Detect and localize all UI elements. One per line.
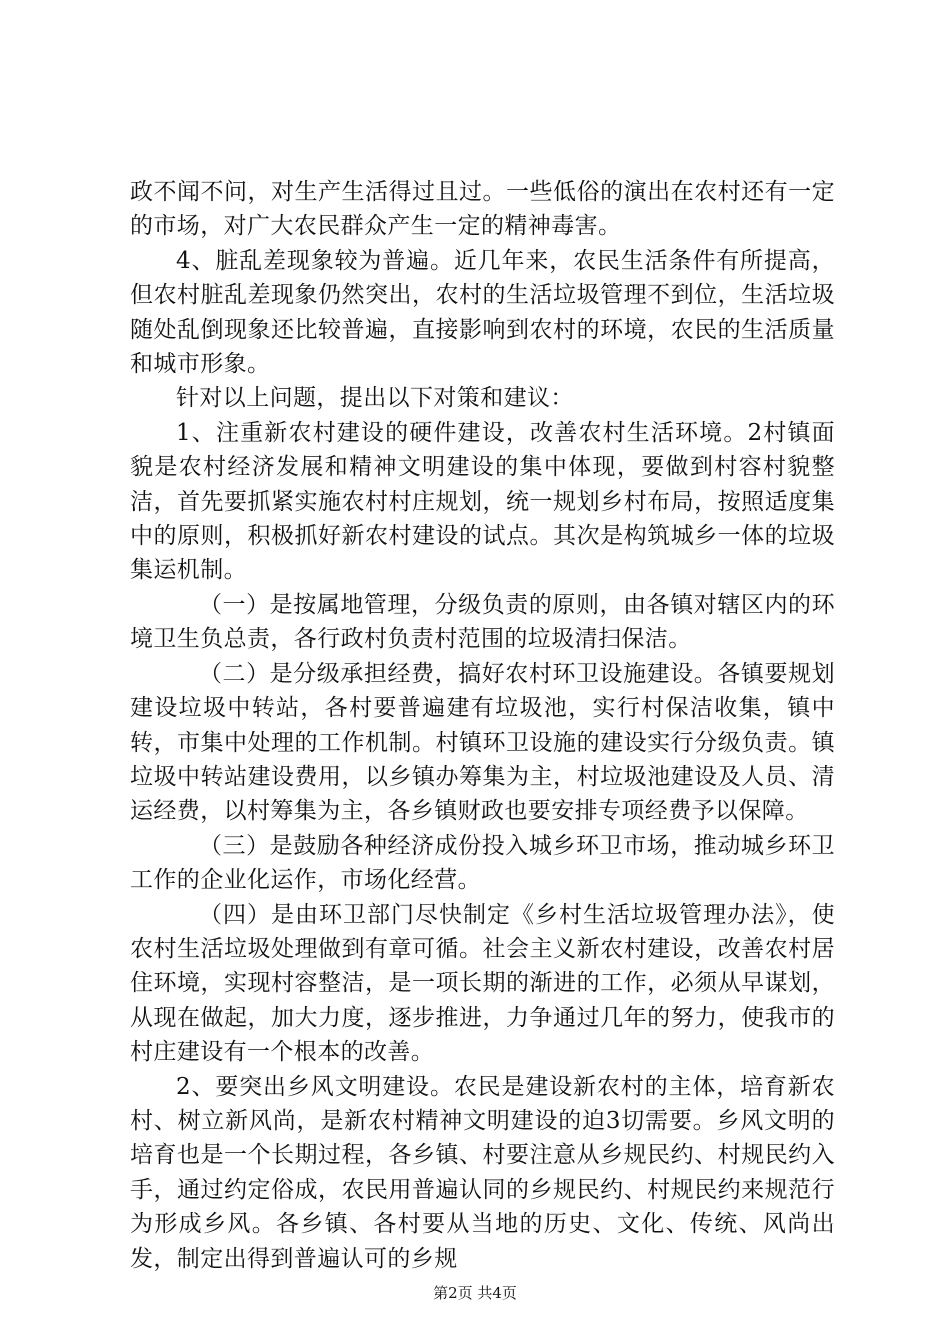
paragraph-point-4: 4、脏乱差现象较为普遍。近几年来，农民生活条件有所提高，但农村脏乱差现象仍然突出，农村的生活垃圾管理不到位，生活垃圾随处乱倒现象还比较普遍，直接影响到农村的环境，农民的生活质量和城市形象。	[130, 247, 835, 378]
paragraph-sub-3: （三）是鼓励各种经济成份投入城乡环卫市场，推动城乡环卫工作的企业化运作，市场化经营。	[130, 832, 835, 894]
paragraph-sub-2: （二）是分级承担经费，搞好农村环卫设施建设。各镇要规划建设垃圾中转站，各村要普遍建有垃圾池，实行村保洁收集，镇中转，市集中处理的工作机制。村镇环卫设施的建设实行分级负责。镇垃圾中转站建设费用，以乡镇办筹集为主，村垃圾池建设及人员、清运经费，以村筹集为主，各乡镇财政也要安排专项经费予以保障。	[130, 660, 835, 825]
paragraph-proposal-1: 1、注重新农村建设的硬件建设，改善农村生活环境。2村镇面貌是农村经济发展和精神文明建设的集中体现，要做到村容村貌整洁，首先要抓紧实施农村村庄规划，统一规划乡村布局，按照适度集中的原则，积极抓好新农村建设的试点。其次是构筑城乡一体的垃圾集运机制。	[130, 419, 835, 584]
paragraph-proposals-intro: 针对以上问题，提出以下对策和建议：	[176, 385, 574, 412]
document-body	[130, 175, 835, 1276]
paragraph-sub-4: （四）是由环卫部门尽快制定《乡村生活垃圾管理办法》，使农村生活垃圾处理做到有章可循。社会主义新农村建设，改善农村居住环境，实现村容整洁，是一项长期的渐进的工作，必须从早谋划，从现在做起，加大力度，逐步推进，力争通过几年的努力，使我市的村庄建设有一个根本的改善。	[130, 901, 835, 1066]
paragraph-sub-1: （一）是按属地管理，分级负责的原则，由各镇对辖区内的环境卫生负总责，各行政村负责村范围的垃圾清扫保洁。	[130, 591, 835, 653]
paragraph-continuation: 政不闻不问，对生产生活得过且过。一些低俗的演出在农村还有一定的市场，对广大农民群众产生一定的精神毒害。	[130, 179, 835, 240]
paragraph-proposal-2: 2、要突出乡风文明建设。农民是建设新农村的主体，培育新农村、树立新风尚，是新农村精神文明建设的迫3切需要。乡风文明的培育也是一个长期过程，各乡镇、村要注意从乡规民约、村规民约入手，通过约定俗成，农民用普遍认同的乡规民约、村规民约来规范行为形成乡风。各乡镇、各村要从当地的历史、文化、传统、风尚出发，制定出得到普遍认可的乡规	[130, 1073, 835, 1272]
page-number-footer: 第2页 共4页	[433, 1284, 517, 1302]
